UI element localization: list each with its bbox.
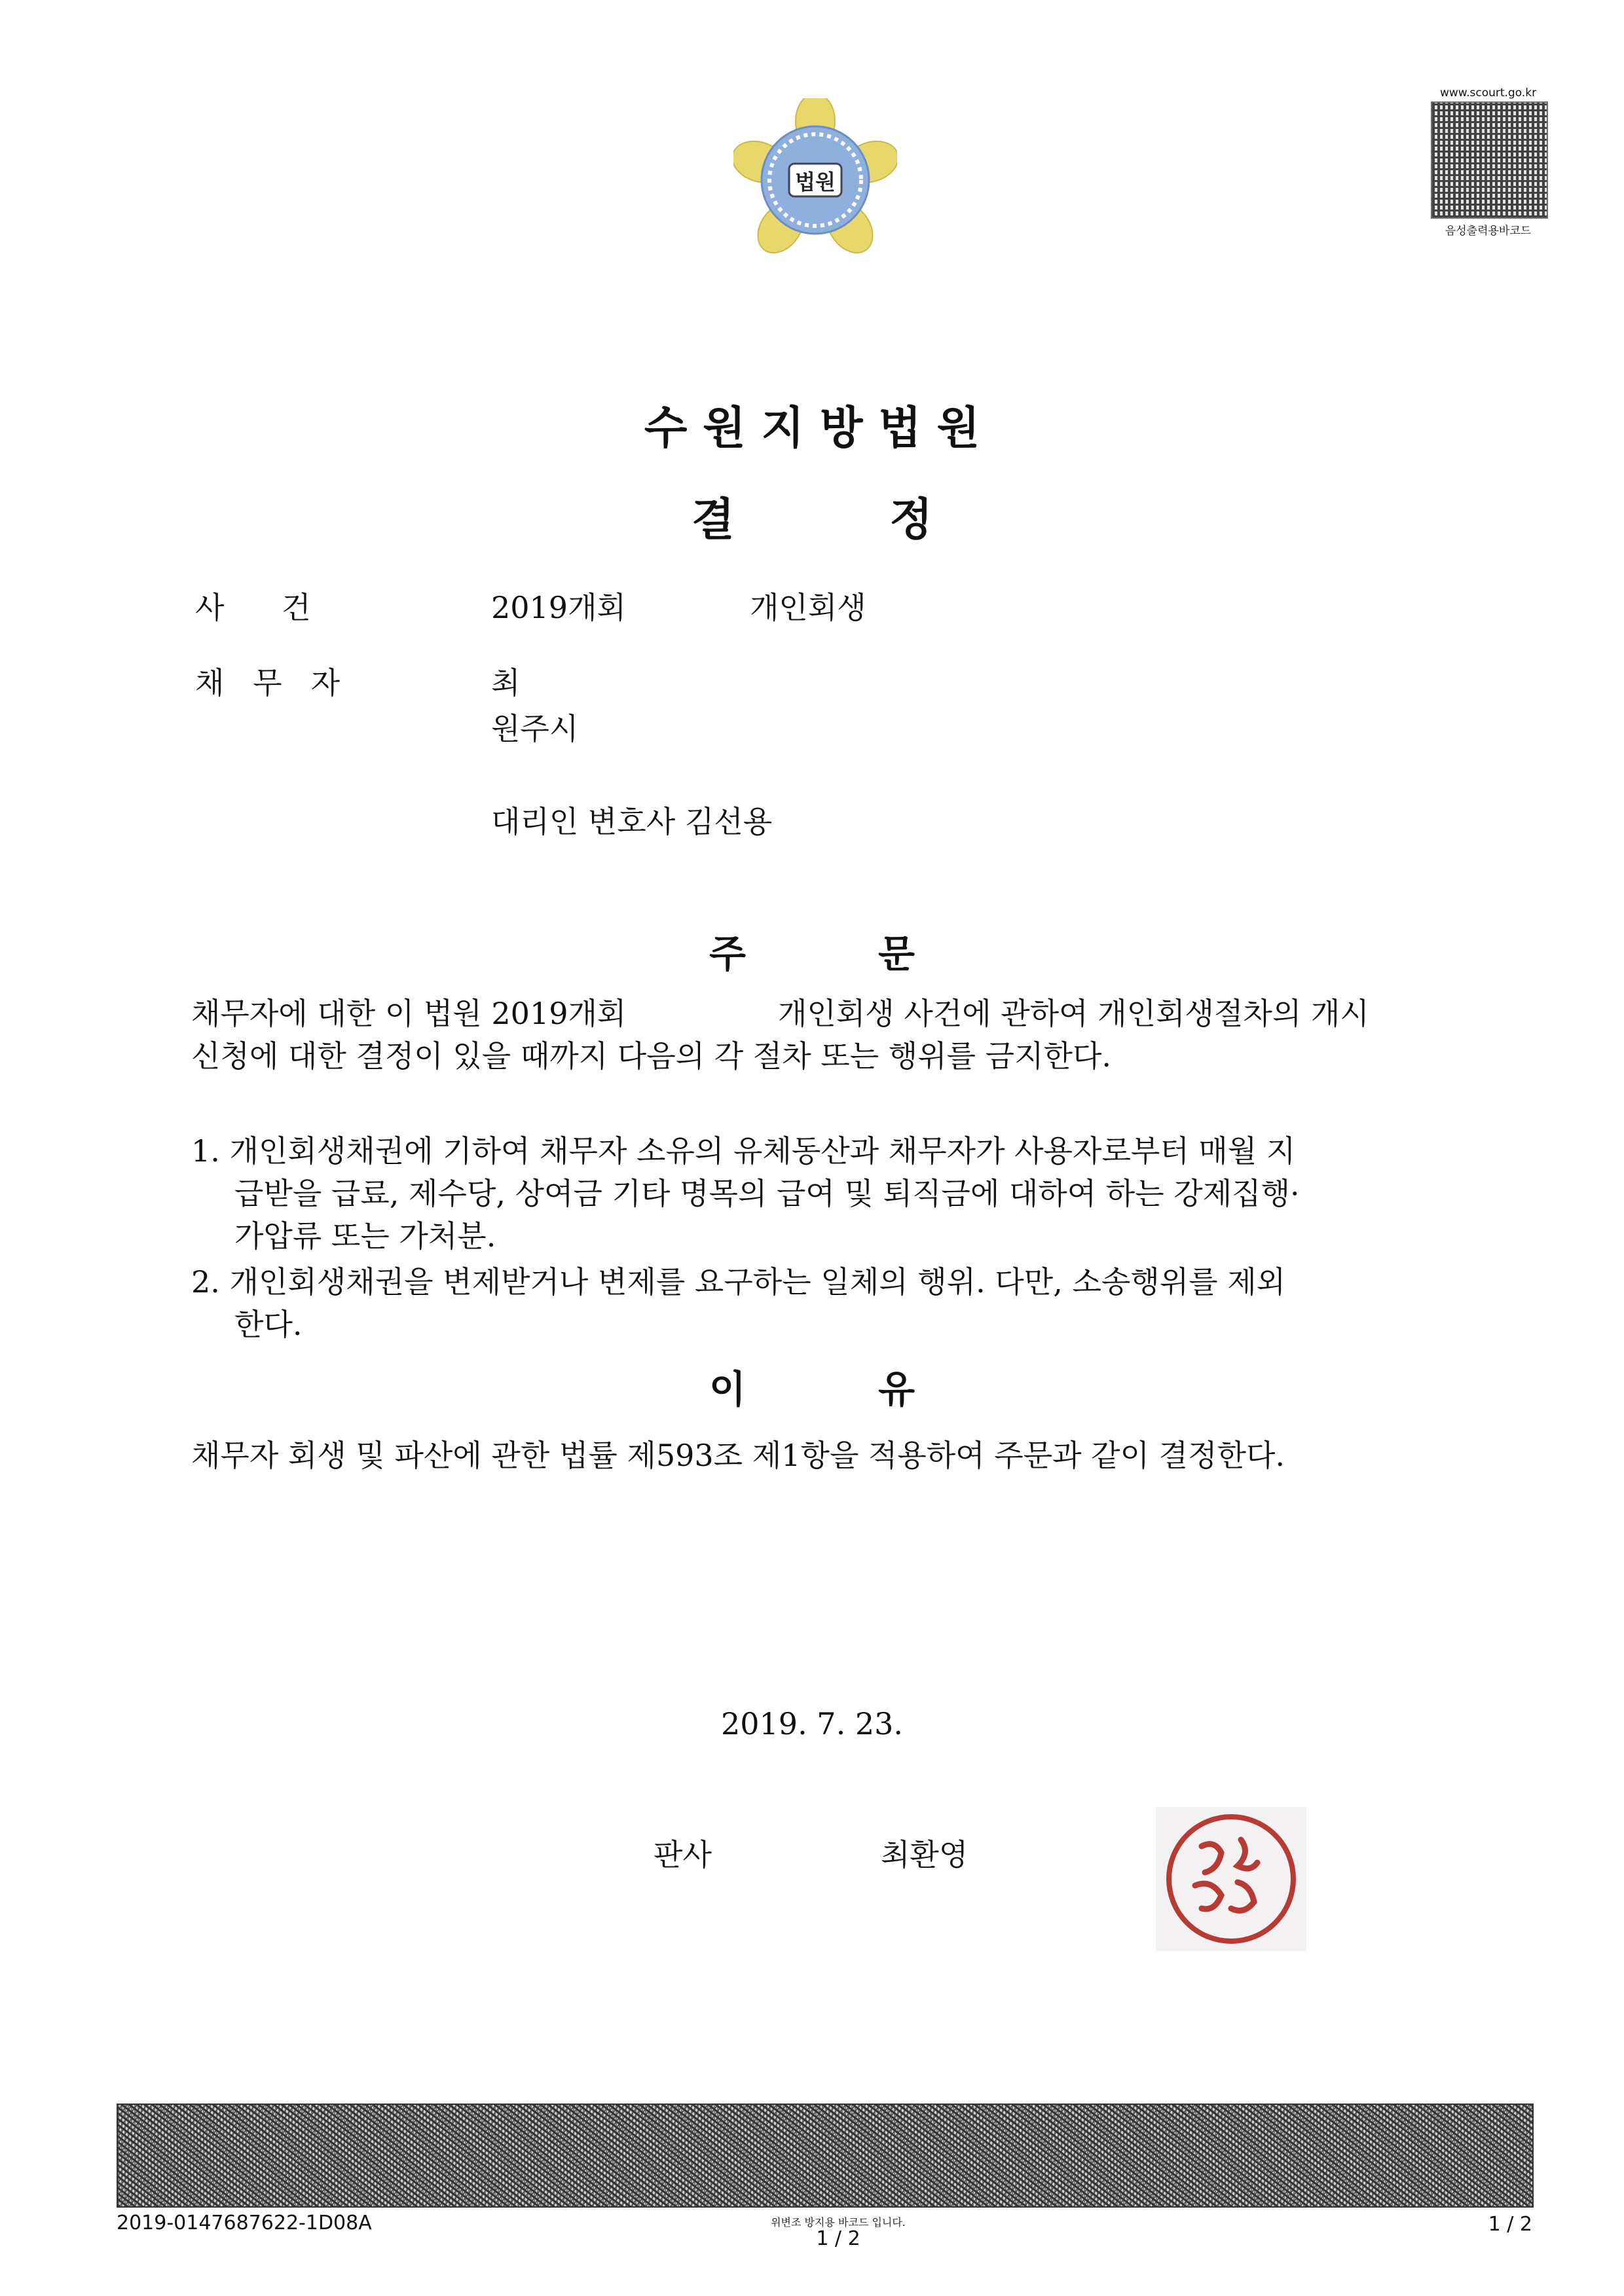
- case-type: 개인회생: [750, 590, 866, 625]
- judge-title: 판사: [654, 1837, 712, 1872]
- anti-forgery-note: 위변조 방지용 바코드 입니다.: [771, 2216, 906, 2229]
- debtor-label: 채 무 자: [195, 665, 341, 701]
- order-heading: 주 문: [709, 932, 915, 976]
- court-name: 수 원 지 방 법 원: [644, 403, 980, 454]
- voice-barcode: [1431, 101, 1548, 219]
- debtor-agent: 대리인 변호사 김선용: [491, 804, 773, 839]
- order-item2-line1: 2. 개인회생채권을 변제받거나 변제를 요구하는 일체의 행위. 다만, 소송행위를 제외: [191, 1264, 1286, 1300]
- order-intro-line2: 신청에 대한 결정이 있을 때까지 다음의 각 절차 또는 행위를 금지한다.: [191, 1038, 1112, 1074]
- emblem-label: 법원: [795, 170, 836, 194]
- debtor-address: 원주시: [491, 711, 579, 746]
- order-intro-line1b: 개인회생 사건에 관하여 개인회생절차의 개시: [778, 996, 1369, 1031]
- decision-date: 2019. 7. 23.: [721, 1706, 903, 1741]
- qr-url: www.scourt.go.kr: [1439, 86, 1537, 100]
- case-number: 2019개회: [491, 590, 626, 625]
- case-label: 사 건: [195, 590, 311, 625]
- court-emblem-icon: [733, 98, 897, 262]
- judge-name: 최환영: [881, 1837, 969, 1872]
- reason-heading: 이 유: [709, 1367, 915, 1412]
- qr-caption: 음성출력용바코드: [1445, 225, 1532, 238]
- document-id: 2019-0147687622-1D08A: [117, 2212, 372, 2234]
- order-intro-line1: 채무자에 대한 이 법원 2019개회: [191, 996, 627, 1031]
- page-number-center: 1 / 2: [816, 2227, 860, 2250]
- debtor-name: 최: [491, 665, 521, 701]
- document-type: 결 정: [691, 494, 933, 546]
- page-number-right: 1 / 2: [1488, 2213, 1532, 2236]
- order-item2-line2: 한다.: [234, 1307, 303, 1342]
- order-item1-line3: 가압류 또는 가처분.: [234, 1218, 496, 1254]
- judge-seal: [1156, 1807, 1306, 1951]
- reason-text: 채무자 회생 및 파산에 관한 법률 제593조 제1항을 적용하여 주문과 같이 결정한다.: [191, 1438, 1285, 1473]
- order-item1-line2: 급받을 급료, 제수당, 상여금 기타 명목의 급여 및 퇴직금에 대하여 하는 강제집행·: [234, 1176, 1300, 1211]
- order-item1-line1: 1. 개인회생채권에 기하여 채무자 소유의 유체동산과 채무자가 사용자로부터 매월 지: [191, 1133, 1296, 1169]
- anti-forgery-barcode: [117, 2104, 1534, 2208]
